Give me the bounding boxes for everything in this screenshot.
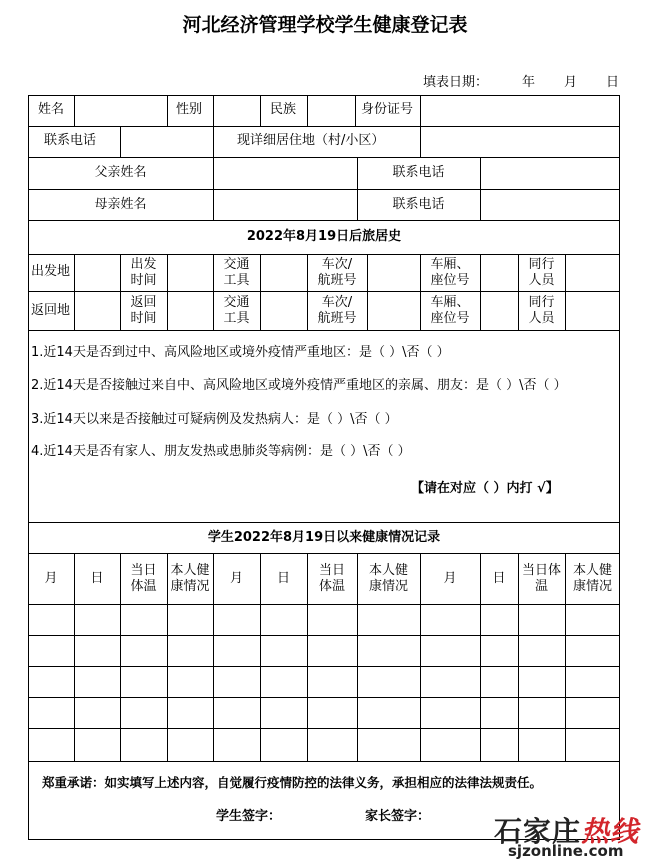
question-1: 1.近14天是否到过中、高风险地区或境外疫情严重地区：是（ ）\否（ ） [31, 345, 450, 360]
col-divider [307, 95, 308, 126]
travel-heading: 2022年8月19日后旅居史 [246, 229, 402, 244]
col-day: 日 [492, 571, 506, 586]
col-divider [260, 95, 261, 126]
label-seat: 车厢、 座位号 [430, 257, 470, 288]
col-divider [120, 126, 121, 157]
label-companions: 同行 人员 [528, 257, 555, 288]
col-day: 日 [276, 571, 290, 586]
label-id-number: 身份证号 [361, 102, 414, 117]
label-mother-name: 母亲姓名 [94, 197, 147, 212]
date-year: 年 [522, 75, 536, 90]
col-divider [565, 254, 566, 330]
col-divider [480, 157, 481, 220]
col-divider [367, 254, 368, 330]
question-3: 3.近14天以来是否接触过可疑病例及发热病人：是（ ）\否（ ） [31, 412, 398, 427]
col-health-status: 本人健 康情况 [572, 563, 612, 594]
row-divider [28, 635, 620, 636]
question-2: 2.近14天是否接触过来自中、高风险地区或境外疫情严重地区的亲属、朋友：是（ ）\否（ ） [31, 378, 567, 393]
label-address: 现详细居住地（村/小区） [237, 133, 385, 148]
row-divider [28, 666, 620, 667]
row-divider [28, 522, 620, 523]
student-signature-label: 学生签字： [216, 809, 282, 824]
col-temperature: 当日 体温 [318, 563, 345, 594]
watermark-url: sjzonline.com [508, 842, 624, 860]
date-day: 日 [606, 75, 620, 90]
parent-signature-label: 家长签字： [365, 809, 431, 824]
row-divider [28, 330, 620, 331]
row-divider [28, 220, 620, 221]
label-name: 姓名 [38, 102, 65, 117]
check-note: 【请在对应（ ）内打 √】 [411, 481, 559, 496]
row-divider [28, 157, 620, 158]
col-health-status: 本人健 康情况 [368, 563, 408, 594]
col-temperature: 当日 体温 [130, 563, 157, 594]
watermark-text-main: 石家庄 [494, 815, 582, 848]
label-train-flight: 车次/ 航班号 [317, 257, 357, 288]
row-divider [28, 553, 620, 554]
row-divider [28, 126, 620, 127]
col-month: 月 [229, 571, 243, 586]
col-divider [260, 254, 261, 330]
col-divider [167, 95, 168, 126]
health-heading: 学生2022年8月19日以来健康情况记录 [207, 530, 441, 545]
col-divider [355, 95, 356, 126]
form-title: 河北经济管理学校学生健康登记表 [182, 14, 468, 36]
col-divider [167, 254, 168, 330]
col-divider [420, 126, 421, 157]
label-transport: 交通 工具 [223, 295, 250, 326]
question-4: 4.近14天是否有家人、朋友发热或患肺炎等病例：是（ ）\否（ ） [31, 444, 411, 459]
label-father-name: 父亲姓名 [94, 165, 147, 180]
col-divider [420, 95, 421, 126]
label-transport: 交通 工具 [223, 257, 250, 288]
row-divider [28, 604, 620, 605]
row-divider [28, 189, 620, 190]
row-divider [28, 291, 620, 292]
col-divider [480, 254, 481, 330]
row-divider [28, 697, 620, 698]
col-divider [213, 126, 214, 157]
col-month: 月 [44, 571, 58, 586]
label-father-phone: 联系电话 [392, 165, 445, 180]
col-day: 日 [90, 571, 104, 586]
watermark-logo [494, 810, 644, 860]
col-divider [213, 157, 214, 220]
col-divider [213, 95, 214, 126]
row-divider [28, 254, 620, 255]
col-month: 月 [443, 571, 457, 586]
label-ethnicity: 民族 [270, 102, 297, 117]
row-divider [28, 728, 620, 729]
label-departure-place: 出发地 [31, 264, 71, 279]
label-gender: 性别 [176, 102, 203, 117]
pledge-text: 郑重承诺：如实填写上述内容，自觉履行疫情防控的法律义务，承担相应的法律法规责任。 [42, 775, 543, 790]
date-label: 填表日期： [423, 75, 489, 90]
label-departure-time: 出发 时间 [130, 257, 157, 288]
label-return-time: 返回 时间 [130, 295, 157, 326]
col-temperature: 当日体 温 [521, 563, 561, 594]
label-phone: 联系电话 [44, 133, 97, 148]
date-month: 月 [564, 75, 578, 90]
label-companions: 同行 人员 [528, 295, 555, 326]
col-divider [74, 254, 75, 330]
label-seat: 车厢、 座位号 [430, 295, 470, 326]
watermark-text-accent: 热线 [581, 815, 640, 848]
col-divider [74, 95, 75, 126]
row-divider [28, 761, 620, 762]
col-health-status: 本人健 康情况 [170, 563, 210, 594]
label-return-place: 返回地 [31, 303, 71, 318]
label-train-flight: 车次/ 航班号 [317, 295, 357, 326]
label-mother-phone: 联系电话 [392, 197, 445, 212]
